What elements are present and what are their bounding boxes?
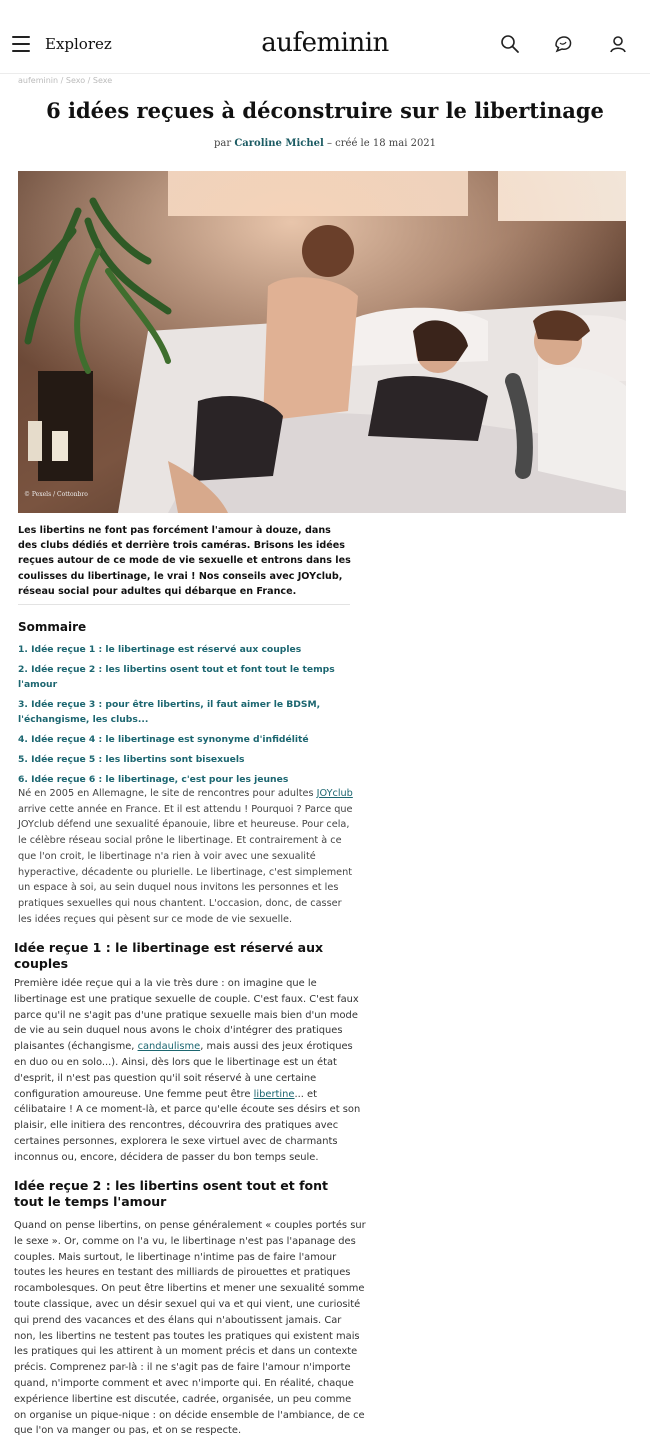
summary-item[interactable]: 4. Idée reçue 4 : le libertinage est synonyme d'infidélité [18,734,309,745]
divider [18,604,350,605]
breadcrumb[interactable]: aufeminin / Sexo / Sexe [18,76,113,85]
article-title: 6 idées reçues à déconstruire sur le libertinage [46,98,604,123]
summary-item[interactable]: 3. Idée reçue 3 : pour être libertins, il faut aimer le BDSM, l'échangisme, les clubs... [18,699,321,725]
section-1-text-c: ... et célibataire ! A ce moment-là, et parce qu'elle écoute ses désirs et son plaisir, elle initiera des rencontres, découvrira des pratiques avec certaines personnes, explorera le sexe virtuel avec de charmants inconnus ou, encore, décidera de passer du bon temps seule. [14,1088,361,1163]
candaulisme-link[interactable]: candaulisme [137,1041,201,1053]
summary-item[interactable]: 1. Idée reçue 1 : le libertinage est réservé aux couples [18,644,302,655]
byline [0,138,650,149]
section-1-paragraph [14,976,366,1166]
section-heading-1: Idée reçue 1 : le libertinage est réservé aux couples [14,940,324,971]
article-lead: Les libertins ne font pas forcément l'amour à douze, dans des clubs dédiés et derrière trois caméras. Brisons les idées reçues autour de ce mode de vie sexuelle et entrons dans les coulisses du libertinage, le vrai ! Nos conseils avec JOYclub, réseau social pour adultes qui débarque en France. [18,525,351,597]
summary-item[interactable]: 6. Idée reçue 6 : le libertinage, c'est pour les jeunes [18,774,289,785]
libertine-link[interactable]: libertine [253,1088,295,1100]
site-logo[interactable]: aufeminin [261,28,389,58]
hero-image [18,171,626,513]
summary-item[interactable]: 5. Idée reçue 5 : les libertins sont bisexuels [18,754,245,765]
explorez-menu-label[interactable]: Explorez [45,35,112,53]
user-icon[interactable] [608,34,628,54]
summary-title: Sommaire [18,620,87,634]
author-link[interactable]: Caroline Michel [234,138,324,149]
section-1-text-b: , mais aussi des jeux érotiques en duo ou en solo...). Ainsi, dès lors que le libertinage est un état d'esprit, il n'est pas question qu'il soit réservé à une certaine configuration amoureuse. Une femme peut être [14,1041,353,1100]
intro-paragraph [18,786,358,927]
chat-bubble-icon[interactable] [553,34,573,54]
publish-date: – créé le 18 mai 2021 [326,138,437,149]
intro-text-continued: arrive cette année en France. Et il est attendu ! Pourquoi ? Parce que JOYclub défend une sexualité épanouie, libre et heureuse. Pour cela, le célèbre réseau social prône le libertinage. Et contrairement à ce que l'on croit, le libertinage n'a rien à voir avec une sexualité hyperactive, décadente ou plurielle. Le libertinage, c'est simplement un espace à soi, au sein duquel nous invitons les personnes et les pratiques sexuelles qui nous chantent. L'occasion, donc, de casser les idées reçues qui pèsent sur ce mode de vie sexuelle. [18,803,353,925]
summary-item[interactable]: 2. Idée reçue 2 : les libertins osent tout et font tout le temps l'amour [18,664,335,690]
section-heading-2: Idée reçue 2 : les libertins osent tout et font tout le temps l'amour [14,1178,328,1209]
image-credit: © Pexels / Cottonbro [24,491,88,498]
intro-text: Né en 2005 en Allemagne, le site de rencontres pour adultes [18,788,317,799]
summary-list [18,642,338,792]
site-header [0,0,650,74]
search-icon[interactable] [500,34,520,54]
section-1-text: Première idée reçue qui a la vie très dure : on imagine que le libertinage est une pratique sexuelle de couple. C'est faux. C'est faux parce qu'il ne s'agit pas d'une pratique sexuelle mais bien d'un mode de vie au sein duquel nous avons le choix d'intégrer des pratiques plaisantes (échangisme, [14,978,359,1053]
section-2-paragraph: Quand on pense libertins, on pense généralement « couples portés sur le sexe ». Or, comme on l'a vu, le libertinage n'est pas l'apanage des couples. Mais surtout, le libertinage n'intime pas de faire l'amour toutes les heures en testant des milliards de pirouettes et pratiques rocambolesques. On peut être libertins et mener une sexualité somme toute classique, avec un désir sexuel qui va et qui vient, une curiosité qui prend des vacances et des élans qui n'aboutissent jamais. Car non, les libertins ne testent pas toutes les pratiques qui existent mais les pratiques qui les attirent à un moment précis et dans un contexte précis. Comprenez par-là : il ne s'agit pas de faire l'amour n'importe quand, n'importe comment et avec n'importe qui. En réalité, chaque expérience libertine est discutée, cadrée, organisée, un peu comme on organise un pique-nique : on décide ensemble de l'ambiance, de ce que l'on va manger ou pas, et on se respecte. [14,1220,366,1437]
byline-prefix: par [213,138,232,149]
joyclub-link[interactable]: JOYclub [316,788,353,799]
